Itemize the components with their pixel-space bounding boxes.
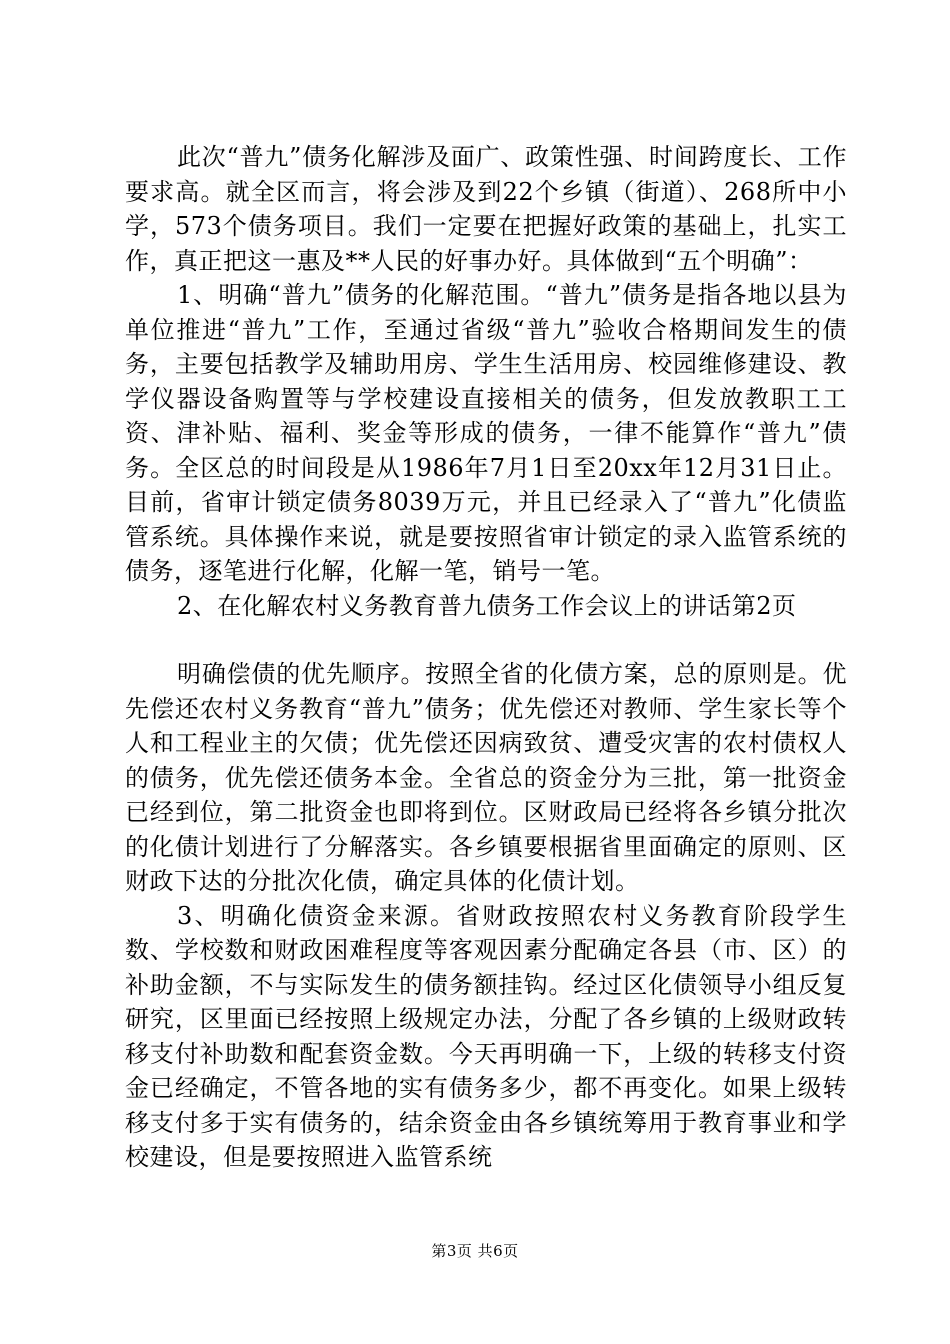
- paragraph-funding: 3、明确化债资金来源。省财政按照农村义务教育阶段学生数、学校数和财政困难程度等客观因素分配确定各县（市、区）的补助金额，不与实际发生的债务额挂钩。经过区化债领导小组反复研究，区里面已经按照上级规定办法，分配了各乡镇的上级财政转移支付补助数和配套资金数。今天再明确一下，上级的转移支付资金已经确定，不管各地的实有债务多少，都不再变化。如果上级转移支付多于实有债务的，结余资金由各乡镇统筹用于教育事业和学校建设，但是要按照进入监管系统: [125, 901, 847, 1171]
- paragraph-heading-2: 2、在化解农村义务教育普九债务工作会议上的讲话第2页: [177, 591, 797, 620]
- document-body: [125, 140, 847, 1175]
- page-footer: 第3页 共6页: [431, 1242, 519, 1260]
- paragraph-intro: 此次“普九”债务化解涉及面广、政策性强、时间跨度长、工作要求高。就全区而言，将会涉及到22个乡镇（街道）、268所中小学，573个债务项目。我们一定要在把握好政策的基础上，扎实工作，真正把这一惠及**人民的好事办好。具体做到“五个明确”：: [125, 143, 847, 275]
- paragraph-scope: 1、明确“普九”债务的化解范围。“普九”债务是指各地以县为单位推进“普九”工作，至通过省级“普九”验收合格期间发生的债务，主要包括教学及辅助用房、学生生活用房、校园维修建设、教学仪器设备购置等与学校建设直接相关的债务，但发放教职工工资、津补贴、福利、奖金等形成的债务，一律不能算作“普九”债务。全区总的时间段是从1986年7月1日至20xx年12月31日止。目前，省审计锁定债务8039万元，并且已经录入了“普九”化债监管系统。具体操作来说，就是要按照省审计锁定的录入监管系统的债务，逐笔进行化解，化解一笔，销号一笔。: [125, 281, 847, 585]
- paragraph-priority: 明确偿债的优先顺序。按照全省的化债方案，总的原则是。优先偿还农村义务教育“普九”债务；优先偿还对教师、学生家长等个人和工程业主的欠债；优先偿还因病致贫、遭受灾害的农村债权人的债务，优先偿还债务本金。全省总的资金分为三批，第一批资金已经到位，第二批资金也即将到位。区财政局已经将各乡镇分批次的化债计划进行了分解落实。各乡镇要根据省里面确定的原则、区财政下达的分批次化债，确定具体的化债计划。: [125, 660, 847, 895]
